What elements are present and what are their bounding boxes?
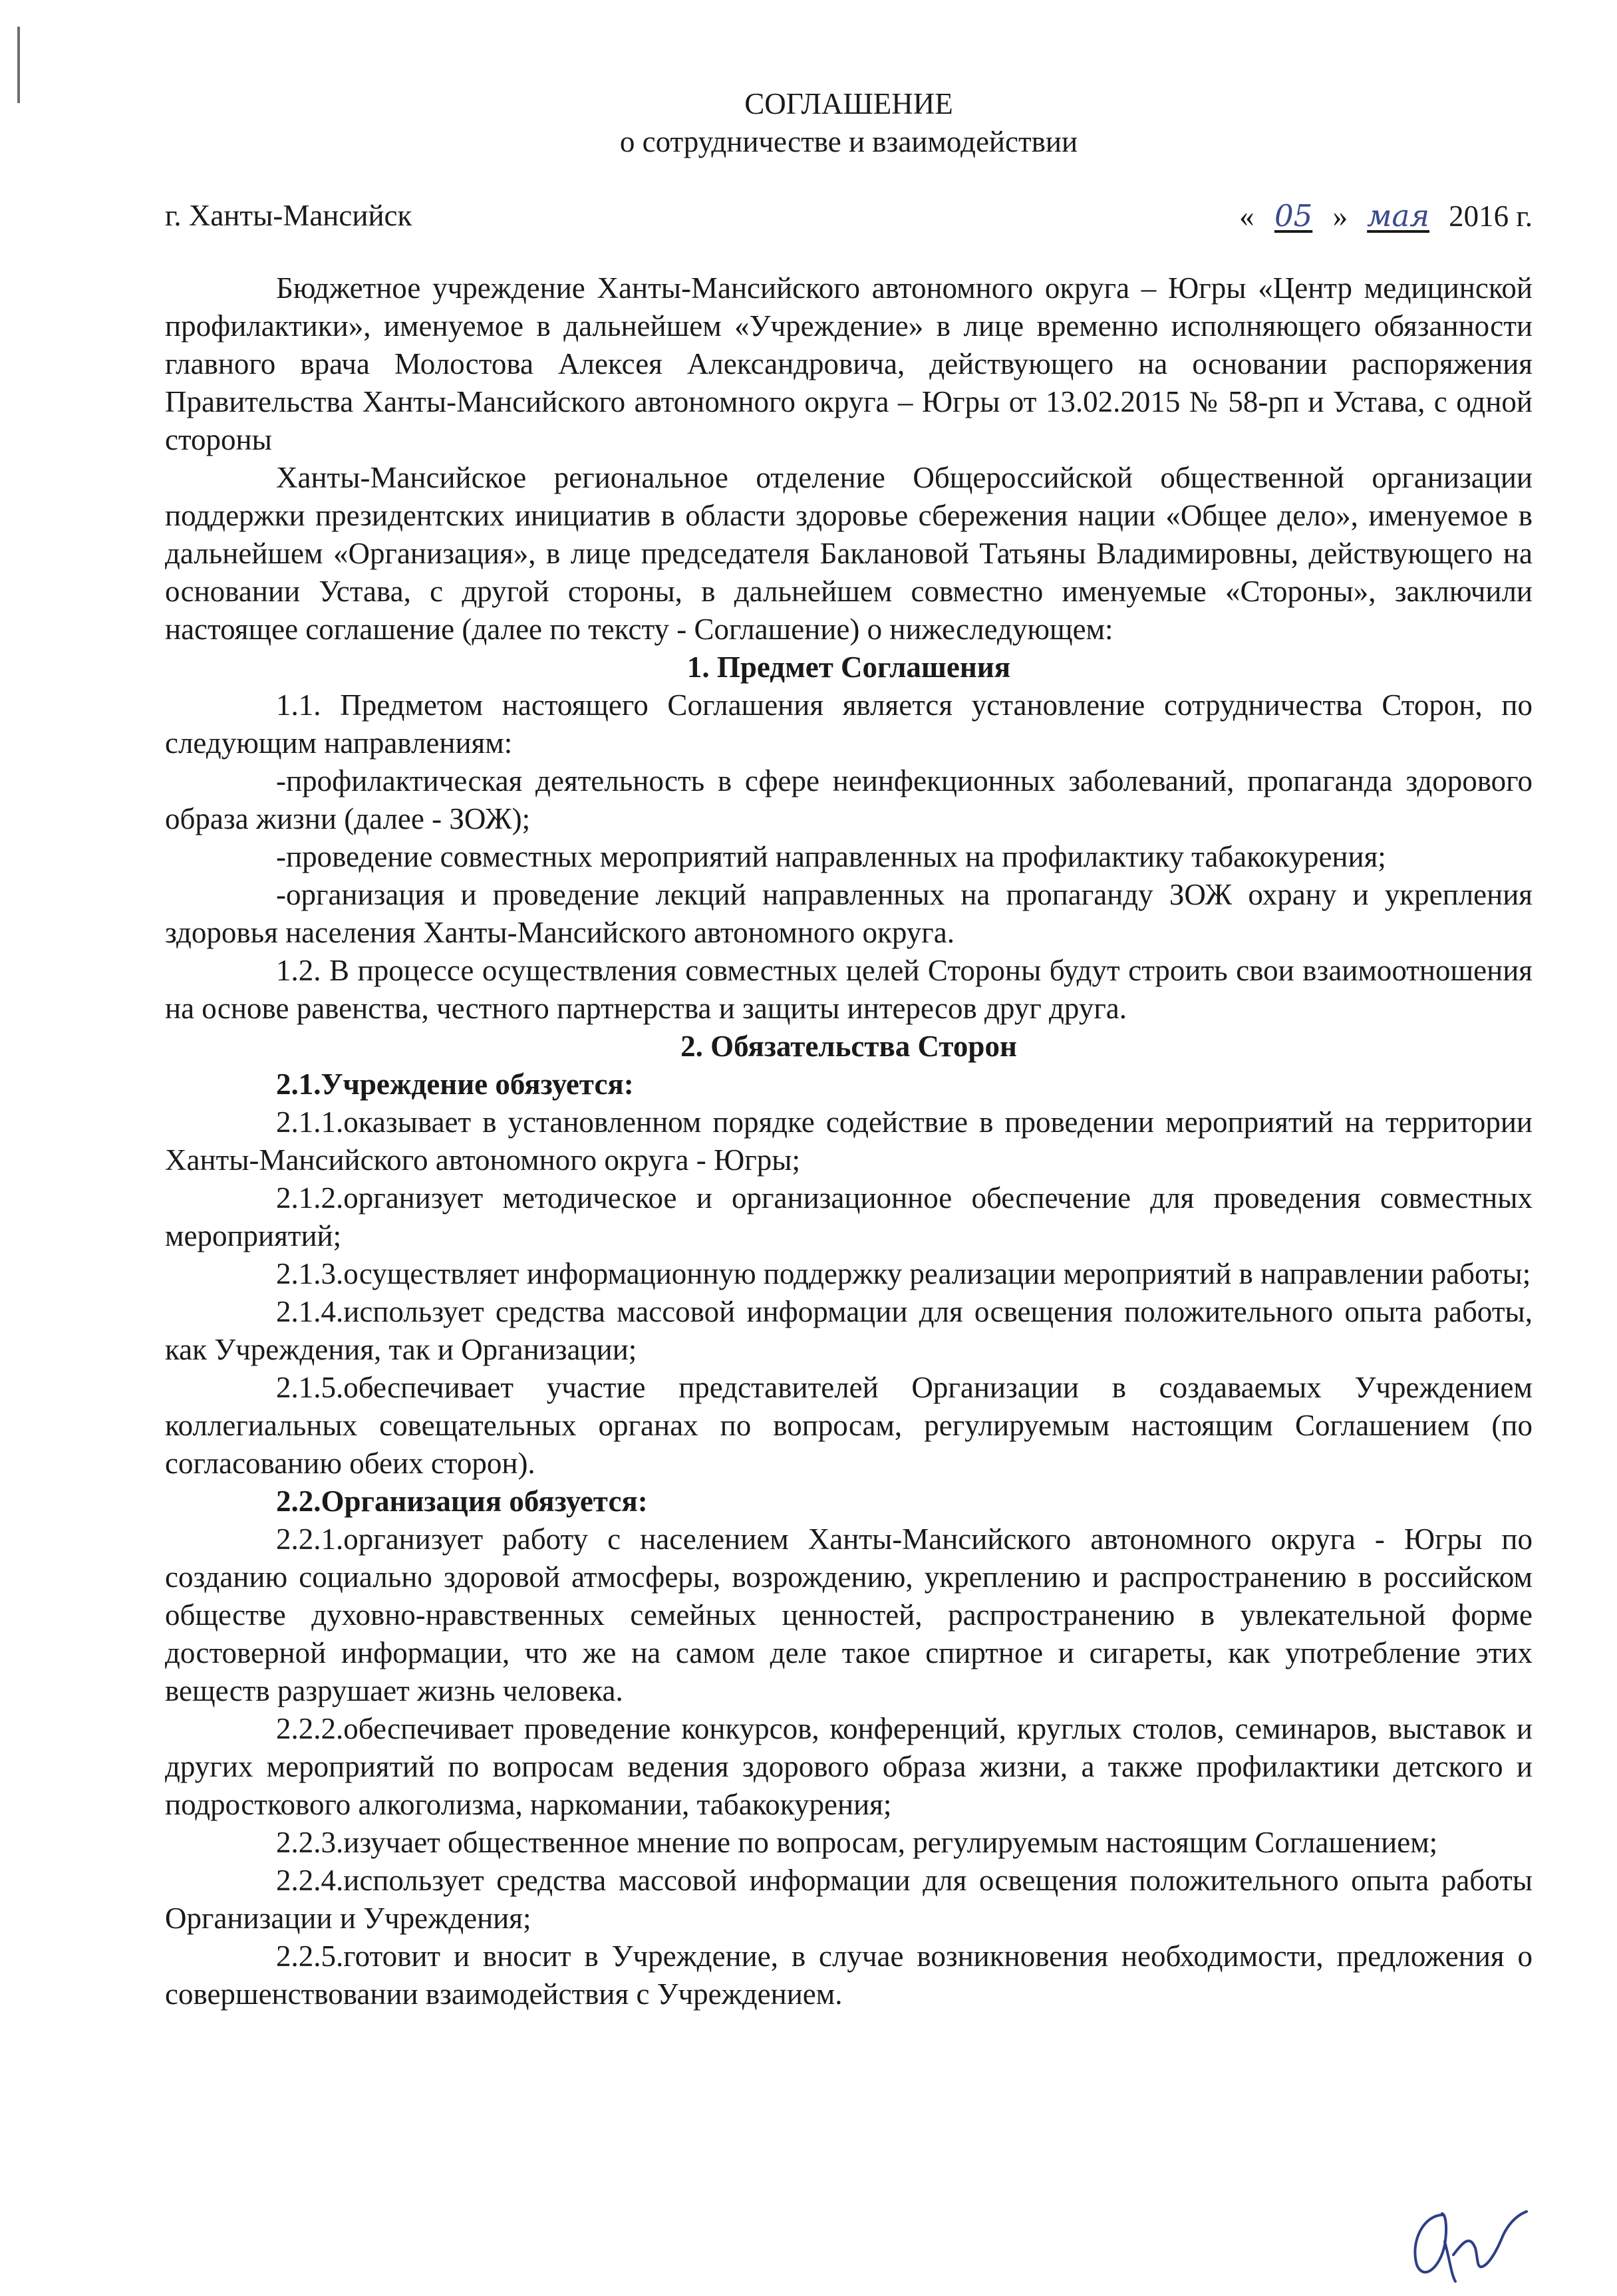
date-open-quote: « xyxy=(1239,200,1254,233)
date-day-handwritten: 05 xyxy=(1274,198,1313,233)
document-title: СОГЛАШЕНИЕ xyxy=(744,87,953,120)
clause-2-2-2: 2.2.2.обеспечивает проведение конкурсов, конференций, круглых столов, семинаров, выставок и других мероприятий по вопросам ведения здорового образа жизни, а также профилактики детского и подросткового алкоголизма, наркомании, табакокурения; xyxy=(165,1712,1533,1821)
document-title-block xyxy=(165,85,1533,161)
clause-2-1-2: 2.1.2.организует методическое и организационное обеспечение для проведения совместных мероприятий; xyxy=(165,1181,1533,1252)
document-subtitle: о сотрудничестве и взаимодействии xyxy=(619,125,1078,158)
direction-item: -профилактическая деятельность в сфере неинфекционных заболеваний, пропаганда здорового образа жизни (далее - ЗОЖ); xyxy=(165,764,1533,835)
direction-item: -проведение совместных мероприятий направленных на профилактику табакокурения; xyxy=(276,840,1386,873)
preamble-party-2: Ханты-Мансийское региональное отделение Общероссийской общественной организации поддержки президентских инициатив в области здоровье сбережения нации «Общее дело», именуемое в дальнейшем «Организация», в лице председателя Баклановой Татьяны Владимировны, действующего на основании Устава, с другой стороны, в дальнейшем совместно именуемые «Стороны», заключили настоящее соглашение (далее по тексту - Соглашение) о нижеследующем: xyxy=(165,461,1533,646)
date-year: 2016 г. xyxy=(1449,200,1533,233)
clause-2-2-4: 2.2.4.использует средства массовой информации для освещения положительного опыта работы Организации и Учреждения; xyxy=(165,1864,1533,1935)
place-of-signing: г. Ханты-Мансийск xyxy=(165,199,412,232)
direction-item: -организация и проведение лекций направленных на пропаганду ЗОЖ охрану и укрепления здоровья населения Ханты-Мансийского автономного округа. xyxy=(165,878,1533,949)
preamble-party-1: Бюджетное учреждение Ханты-Мансийского автономного округа – Югры «Центр медицинской профилактики», именуемое в дальнейшем «Учреждение» в лице временно исполняющего обязанности главного врача Молостова Алексея Александровича, действующего на основании распоряжения Правительства Ханты-Мансийского автономного округа – Югры от 13.02.2015 № 58-рп и Устава, с одной стороны xyxy=(165,271,1533,456)
scan-edge-mark xyxy=(17,27,20,103)
agreement-date xyxy=(1239,197,1533,235)
clause-2-1-4: 2.1.4.использует средства массовой информации для освещения положительного опыта работы, как Учреждения, так и Организации; xyxy=(165,1295,1533,1366)
handwritten-signature-icon xyxy=(1403,2188,1530,2288)
section-2-heading: 2. Обязательства Сторон xyxy=(680,1030,1017,1063)
date-month-handwritten: мая xyxy=(1367,198,1430,233)
clause-2-1-5: 2.1.5.обеспечивает участие представителей Организации в создаваемых Учреждением коллегиальных совещательных органах по вопросам, регулируемым настоящим Соглашением (по согласованию обеих сторон). xyxy=(165,1371,1533,1480)
subsection-2-2-heading: 2.2.Организация обязуется: xyxy=(276,1485,648,1518)
section-1-heading: 1. Предмет Соглашения xyxy=(686,650,1011,684)
clause-2-2-3: 2.2.3.изучает общественное мнение по вопросам, регулируемым настоящим Соглашением; xyxy=(276,1826,1438,1859)
clause-2-2-1: 2.2.1.организует работу с населением Ханты-Мансийского автономного округа - Югры по созданию социально здоровой атмосферы, возрождению, укреплению и распространению в российском обществе духовно-нравственных семейных ценностей, распространению в увлекательной форме достоверной информации, что же на самом деле такое спиртное и сигареты, как употребление этих веществ разрушает жизнь человека. xyxy=(165,1522,1533,1707)
clause-2-2-5: 2.2.5.готовит и вносит в Учреждение, в случае возникновения необходимости, предложения о совершенствовании взаимодействия с Учреждением. xyxy=(165,1939,1533,2011)
clause-2-1-1: 2.1.1.оказывает в установленном порядке содействие в проведении мероприятий на территории Ханты-Мансийского автономного округа - Югры; xyxy=(165,1105,1533,1177)
clause-2-1-3: 2.1.3.осуществляет информационную поддержку реализации мероприятий в направлении работы; xyxy=(276,1257,1531,1290)
subsection-2-1-heading: 2.1.Учреждение обязуется: xyxy=(276,1068,634,1101)
place-date-line xyxy=(165,197,1533,235)
document-body xyxy=(165,269,1533,2013)
clause-1-1: 1.1. Предметом настоящего Соглашения является установление сотрудничества Сторон, по следующим направлениям: xyxy=(165,688,1533,760)
clause-1-2: 1.2. В процессе осуществления совместных целей Стороны будут строить свои взаимоотношения на основе равенства, честного партнерства и защиты интересов друг друга. xyxy=(165,954,1533,1025)
date-close-quote: » xyxy=(1332,200,1348,233)
